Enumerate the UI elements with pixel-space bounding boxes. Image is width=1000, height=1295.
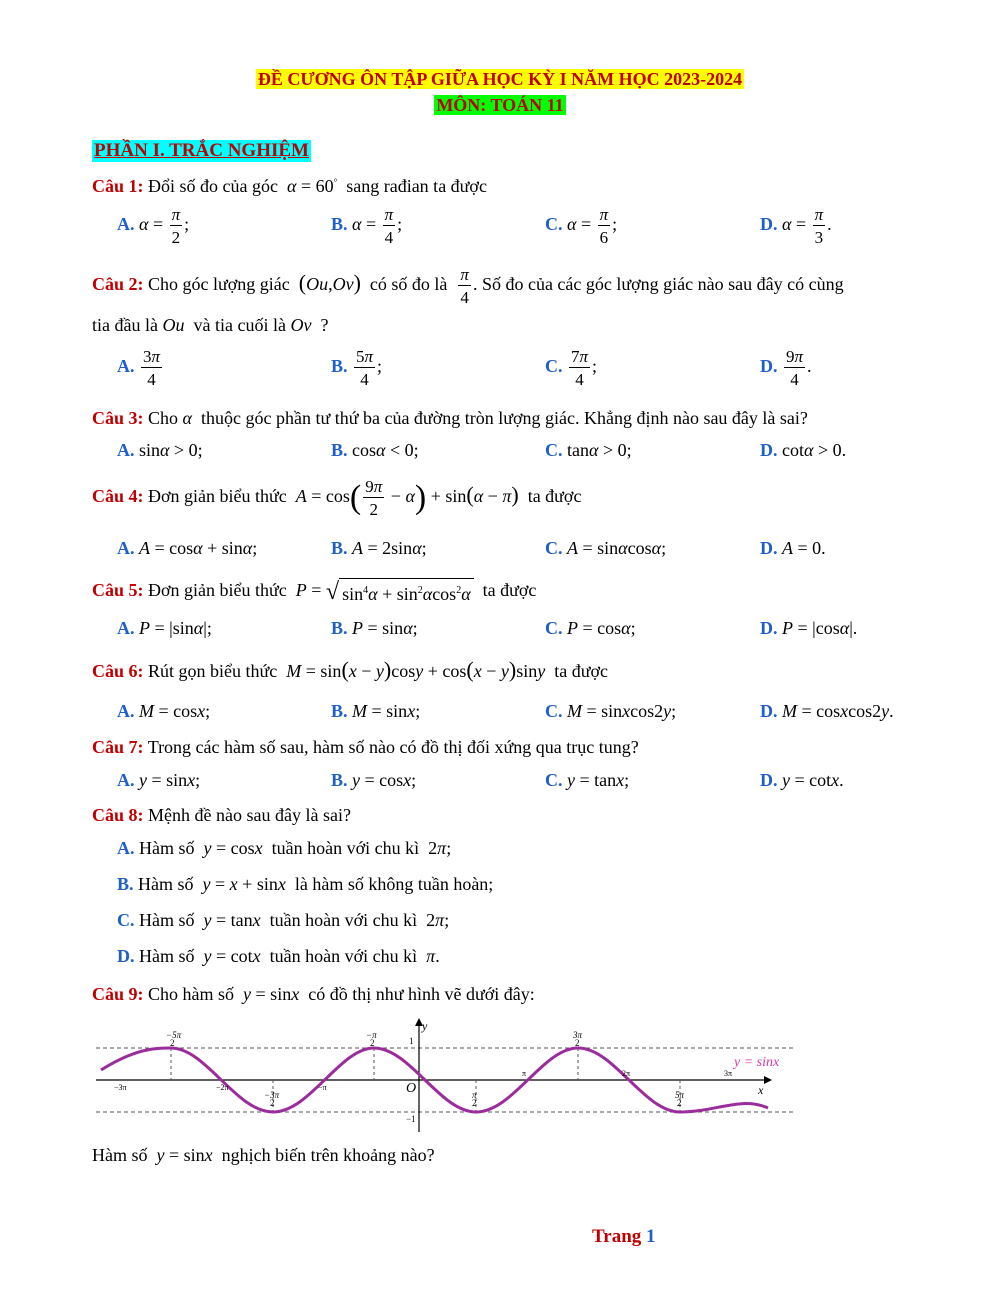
question-3: Câu 3: Cho α thuộc góc phần tư thứ ba của đường tròn lượng giác. Khẳng định nào sau đây là sai? — [92, 408, 808, 428]
svg-text:2: 2 — [575, 1038, 580, 1048]
graph-curve-label: y = sinx — [734, 1055, 780, 1070]
question-8: Câu 8: Mệnh đề nào sau đây là sai? — [92, 805, 351, 825]
question-1: Câu 1: Đổi số đo của góc α = 60° sang rađian ta được — [92, 176, 487, 196]
svg-text:−3π: −3π — [114, 1083, 127, 1092]
question-4: Câu 4: Đơn giản biểu thức A = cos( $\frac{9\pi}{2}$ − α) + sin(α − π) ta được — [92, 477, 582, 519]
svg-text:3π: 3π — [573, 1030, 583, 1040]
q3-option-a: A. sinα > 0; — [117, 440, 203, 460]
question-9: Câu 9: Cho hàm số y = sinx có đồ thị như hình vẽ dưới đây: — [92, 984, 535, 1004]
q4-option-b: B. A = 2sinα; — [331, 538, 427, 558]
q4-option-a: A. A = cosα + sinα; — [117, 538, 258, 558]
svg-text:−π: −π — [318, 1083, 327, 1092]
q6-option-d: D. M = cosxcos2y. — [760, 701, 894, 721]
question-2: Câu 2: Cho góc lượng giác (Ou,Ov) có số đo là $\frac{\pi}{4}$ . Số đo của các góc lượng giác nào sau đây có cùng — [92, 265, 844, 307]
svg-text:−π: −π — [366, 1030, 377, 1040]
q2-option-a: A. $\frac{3\pi}{4}$ — [117, 347, 161, 389]
q7-option-b: B. y = cosx; — [331, 770, 417, 790]
svg-text:2: 2 — [472, 1098, 477, 1108]
q8-option-d: D. Hàm số y = cotx tuần hoàn với chu kì π. — [117, 946, 440, 966]
svg-text:−3π: −3π — [264, 1090, 280, 1100]
q6-option-a: A. M = cosx; — [117, 701, 211, 721]
page-footer — [592, 1226, 656, 1248]
sine-graph — [96, 1016, 796, 1134]
q7-option-a: A. y = sinx; — [117, 770, 201, 790]
q3-option-c: C. tanα > 0; — [545, 440, 632, 460]
question-label: Câu 1: — [92, 176, 144, 196]
q2-option-b: B. $\frac{5\pi}{4}$ ; — [331, 347, 383, 389]
q3-option-d: D. cotα > 0. — [760, 440, 847, 460]
svg-text:π: π — [472, 1090, 477, 1100]
q8-option-c: C. Hàm số y = tanx tuần hoàn với chu kì 2π; — [117, 910, 450, 930]
graph-origin-label: O — [406, 1081, 417, 1096]
q1-option-b: B. α = $\frac{\pi}{4}$ ; — [331, 205, 403, 247]
svg-text:−5π: −5π — [166, 1030, 182, 1040]
question-7: Câu 7: Trong các hàm số sau, hàm số nào có đồ thị đối xứng qua trục tung? — [92, 737, 639, 757]
q5-option-d: D. P = |cosα|. — [760, 618, 858, 638]
q8-option-a: A. Hàm số y = cosx tuần hoàn với chu kì 2π; — [117, 838, 452, 858]
graph-axis-x-label: x — [758, 1083, 764, 1097]
svg-text:2: 2 — [270, 1098, 275, 1108]
q5-option-a: A. P = |sinα|; — [117, 618, 212, 638]
q5-option-b: B. P = sinα; — [331, 618, 418, 638]
question-2-line-2: tia đầu là Ou và tia cuối là Ov ? — [92, 315, 329, 335]
document-header — [0, 66, 1000, 118]
question-9-follow-up: Hàm số y = sinx nghịch biến trên khoảng nào? — [92, 1145, 435, 1165]
q1-option-c: C. α = $\frac{\pi}{6}$ ; — [545, 205, 618, 247]
q4-option-c: C. A = sinαcosα; — [545, 538, 667, 558]
q3-option-b: B. cosα < 0; — [331, 440, 419, 460]
svg-text:−1: −1 — [406, 1114, 416, 1124]
page-number: 1 — [646, 1226, 656, 1247]
svg-text:π: π — [522, 1069, 527, 1078]
q6-option-b: B. M = sinx; — [331, 701, 421, 721]
section-heading: PHẦN I. TRẮC NGHIỆM — [94, 140, 309, 161]
q8-option-b: B. Hàm số y = x + sinx là hàm số không tuần hoàn; — [117, 874, 494, 894]
q7-option-d: D. y = cotx. — [760, 770, 844, 790]
question-5: Câu 5: Đơn giản biểu thức P = √ $\sin^4\alpha + \sin^2\alpha\cos^2\alpha$ ta được — [92, 579, 537, 605]
svg-text:2π: 2π — [622, 1069, 631, 1078]
svg-text:2: 2 — [170, 1038, 175, 1048]
q2-option-d: D. $\frac{9\pi}{4}$ . — [760, 347, 812, 389]
q1-option-d: D. α = $\frac{\pi}{3}$ . — [760, 205, 832, 247]
graph-axis-y-label: y — [422, 1019, 428, 1033]
svg-text:−2π: −2π — [216, 1083, 229, 1092]
q5-option-c: C. P = cosα; — [545, 618, 636, 638]
q7-option-c: C. y = tanx; — [545, 770, 630, 790]
svg-text:2: 2 — [370, 1038, 375, 1048]
svg-text:1: 1 — [409, 1036, 414, 1046]
svg-text:3π: 3π — [724, 1069, 733, 1078]
q4-option-d: D. A = 0. — [760, 538, 826, 558]
document-subject: MÔN: TOÁN 11 — [436, 95, 564, 115]
svg-text:5π: 5π — [675, 1090, 685, 1100]
q2-option-c: C. $\frac{7\pi}{4}$ ; — [545, 347, 598, 389]
page-label: Trang — [592, 1226, 642, 1247]
q6-option-c: C. M = sinxcos2y; — [545, 701, 677, 721]
question-6: Câu 6: Rút gọn biểu thức M = sin(x − y)cosy + cos(x − y)siny ta được — [92, 657, 608, 682]
svg-text:2: 2 — [677, 1098, 682, 1108]
document-title: ĐỀ CƯƠNG ÔN TẬP GIỮA HỌC KỲ I NĂM HỌC 2023-2024 — [257, 69, 743, 89]
q1-option-a: A. α = $\frac{\pi}{2}$ ; — [117, 205, 190, 247]
